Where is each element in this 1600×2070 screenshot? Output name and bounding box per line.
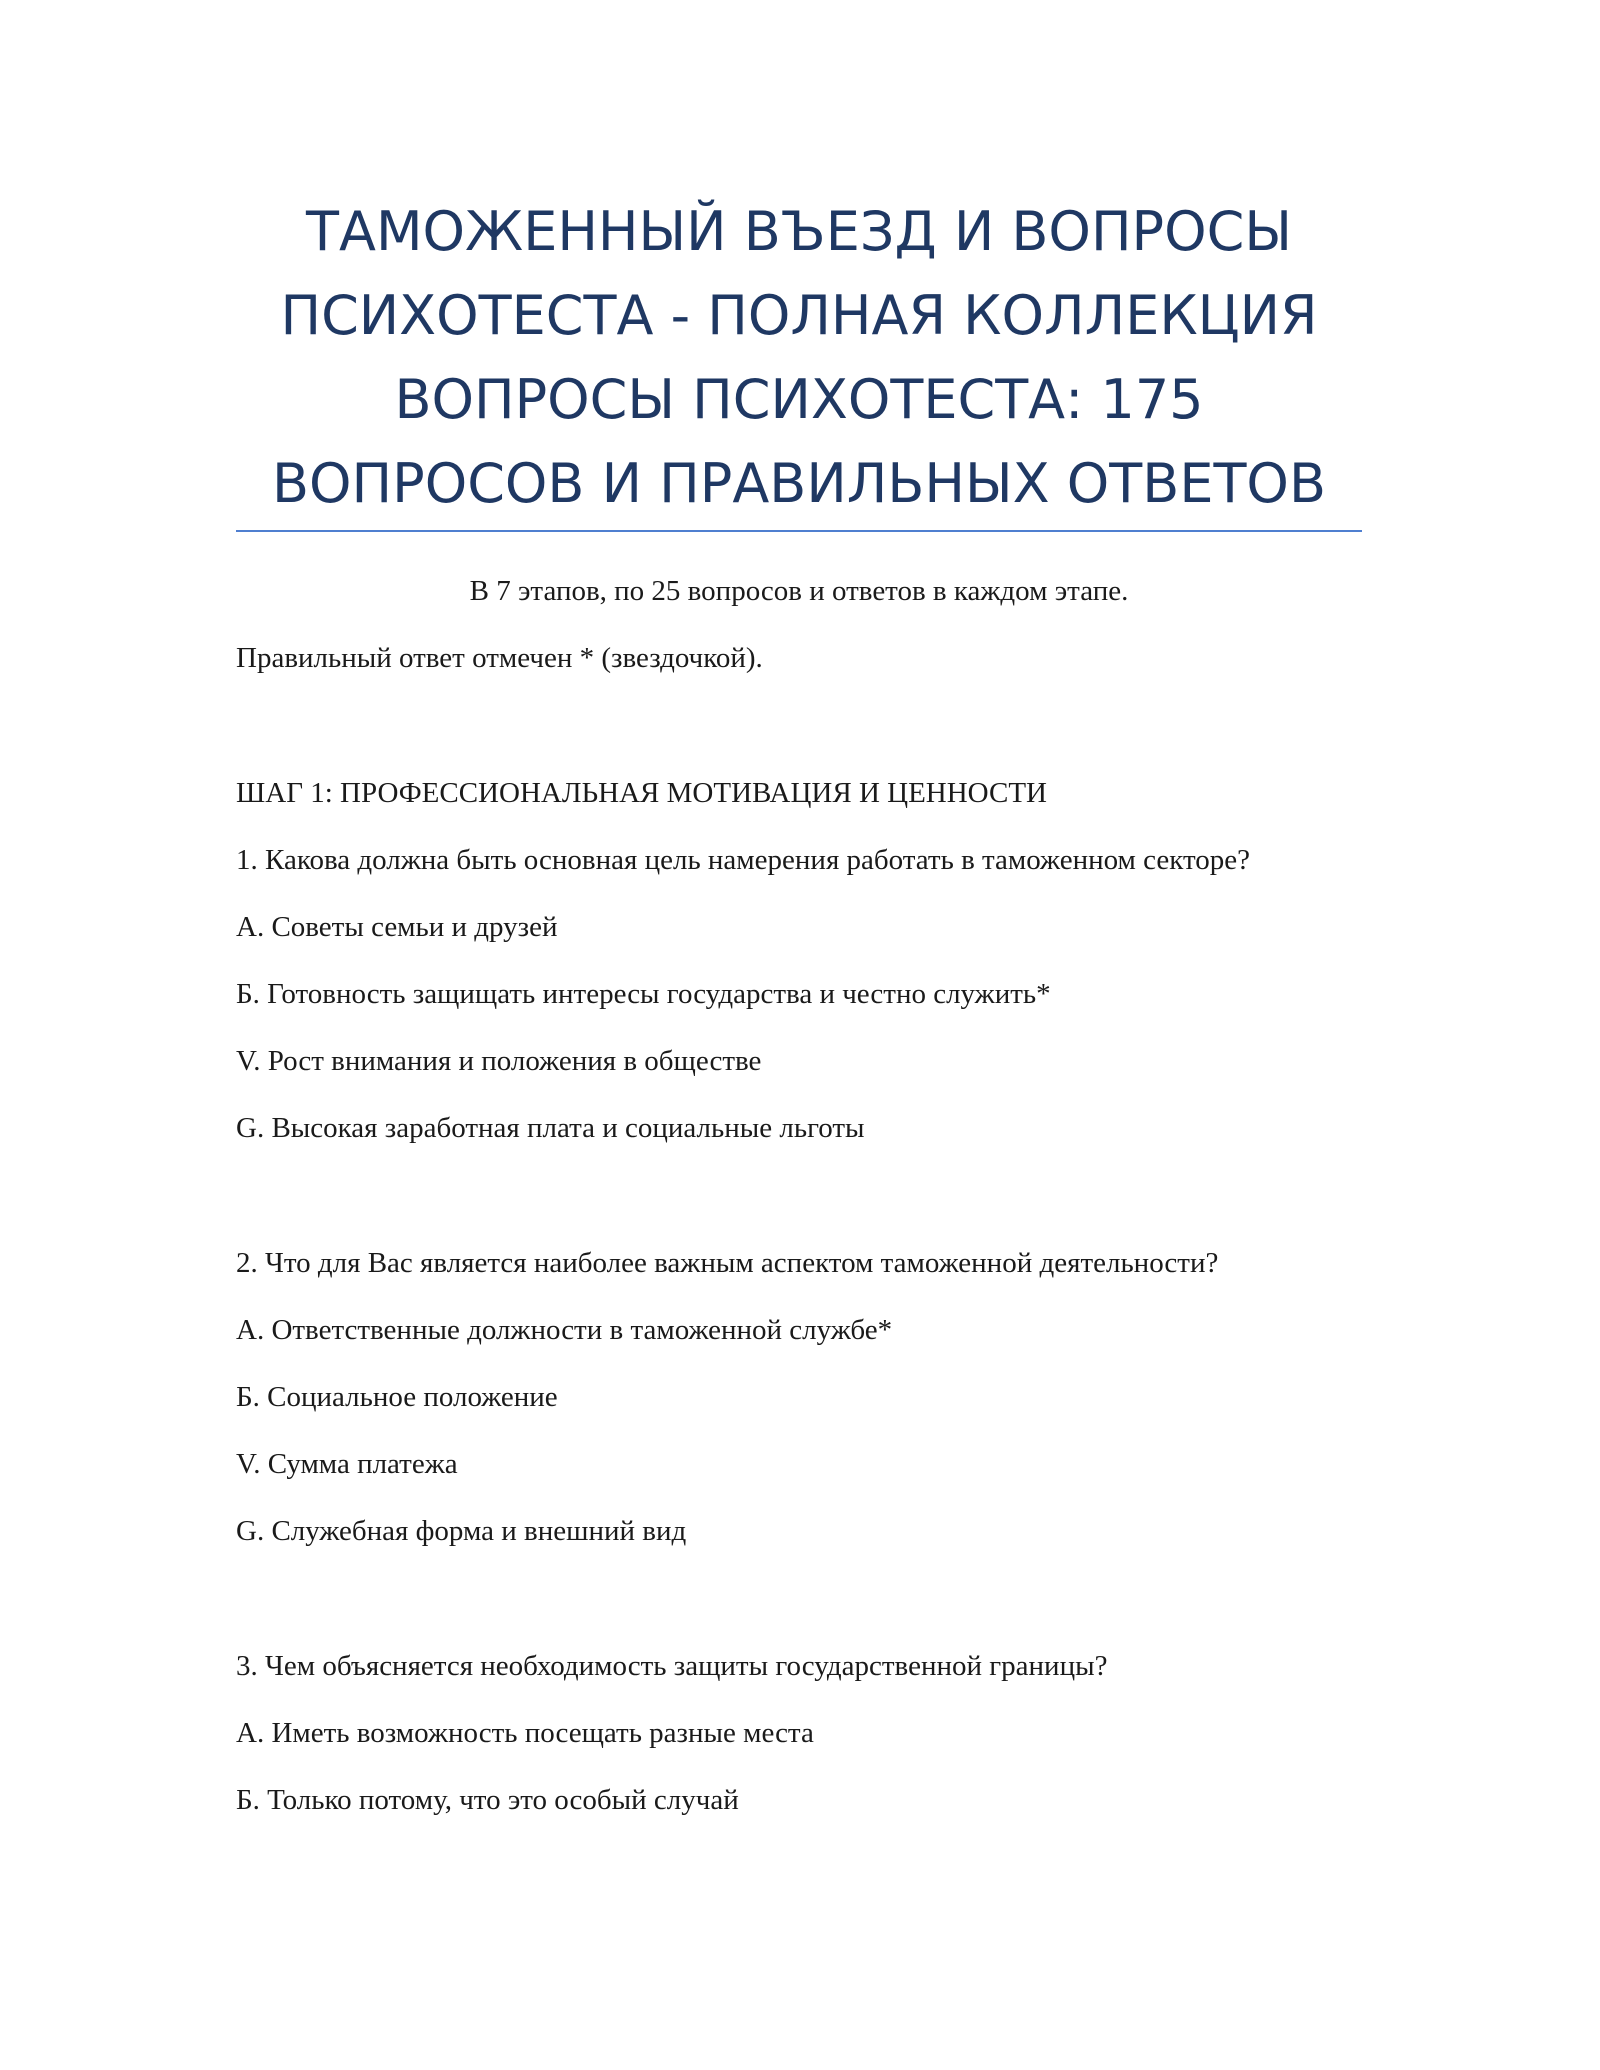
title-line-4: ВОПРОСОВ И ПРАВИЛЬНЫХ ОТВЕТОВ [271,452,1326,515]
intro-stages: В 7 этапов, по 25 вопросов и ответов в каждом этапе. [469,575,1129,607]
q3-option-b: Б. Только потому, что это особый случай [236,1784,739,1816]
q2-option-v: V. Сумма платежа [236,1448,458,1480]
title-line-1: ТАМОЖЕННЫЙ ВЪЕЗД И ВОПРОСЫ [306,200,1292,263]
intro-note: Правильный ответ отмечен * (звездочкой). [236,642,763,674]
q2-option-b: Б. Социальное положение [236,1381,558,1413]
q1-option-a: А. Советы семьи и друзей [236,911,558,943]
title-divider [236,530,1362,532]
question-3: 3. Чем объясняется необходимость защиты государственной границы? [236,1650,1108,1682]
q1-option-v: V. Рост внимания и положения в обществе [236,1045,762,1077]
step-heading: ШАГ 1: ПРОФЕССИОНАЛЬНАЯ МОТИВАЦИЯ И ЦЕННОСТИ [236,777,1047,809]
title-line-3: ВОПРОСЫ ПСИХОТЕСТА: 175 [394,368,1204,431]
q2-option-a: А. Ответственные должности в таможенной службе* [236,1314,893,1346]
document-title [236,190,1362,526]
question-2: 2. Что для Вас является наиболее важным аспектом таможенной деятельности? [236,1247,1219,1279]
q2-option-g: G. Служебная форма и внешний вид [236,1515,687,1547]
q3-option-a: А. Иметь возможность посещать разные места [236,1717,814,1749]
q1-option-g: G. Высокая заработная плата и социальные льготы [236,1112,865,1144]
question-1: 1. Какова должна быть основная цель намерения работать в таможенном секторе? [236,844,1250,876]
q1-option-b: Б. Готовность защищать интересы государства и честно служить* [236,978,1051,1010]
title-line-2: ПСИХОТЕСТА - ПОЛНАЯ КОЛЛЕКЦИЯ [280,284,1318,347]
